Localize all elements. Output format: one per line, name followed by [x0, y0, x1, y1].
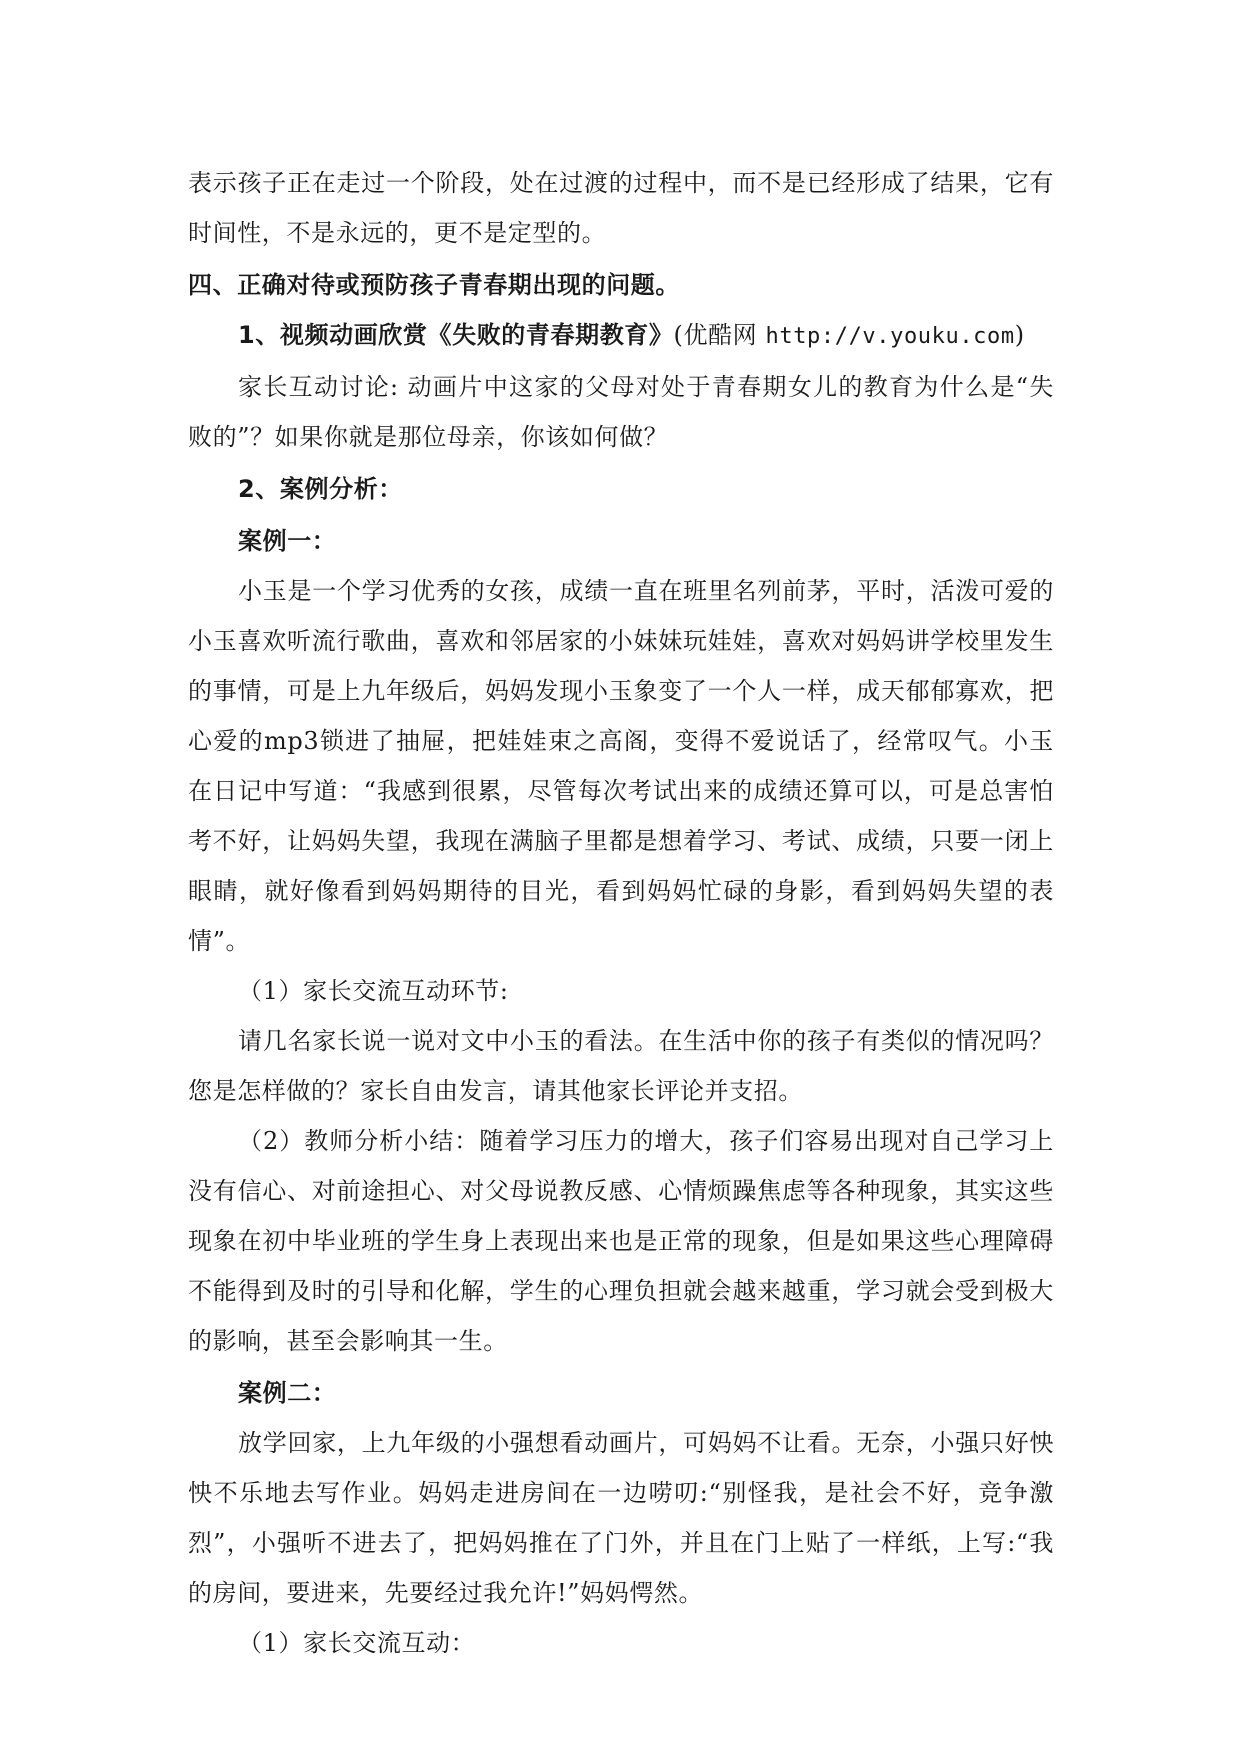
case-2-story: 放学回家，上九年级的小强想看动画片，可妈妈不让看。无奈，小强只好怏怏不乐地去写作业。妈妈走进房间在一边唠叨:“别怪我，是社会不好，竞争激烈”，小强听不进去了，把妈妈推在了门外，并且在门上贴了一样纸，上写:“我的房间，要进来，先要经过我允许!”妈妈愕然。: [188, 1429, 1054, 1607]
item-1-heading: 1、视频动画欣赏《失败的青春期教育》: [238, 321, 674, 349]
case-1-story: 小玉是一个学习优秀的女孩，成绩一直在班里名列前茅，平时，活泼可爱的小玉喜欢听流行歌曲，喜欢和邻居家的小妹妹玩娃娃，喜欢对妈妈讲学校里发生的事情，可是上九年级后，妈妈发现小玉象变了一个人一样，成天郁郁寡欢，把心爱的mp3锁进了抽屉，把娃娃束之高阁，变得不爱说话了，经常叹气。小玉在日记中写道：“我感到很累，尽管每次考试出来的成绩还算可以，可是总害怕考不好，让妈妈失望，我现在满脑子里都是想着学习、考试、成绩，只要一闭上眼睛，就好像看到妈妈期待的目光，看到妈妈忙碌的身影，看到妈妈失望的表情”。: [188, 577, 1054, 955]
section-heading: 四、正确对待或预防孩子青春期出现的问题。: [188, 271, 680, 299]
item-1-source-prefix: (优酷网: [673, 321, 766, 349]
case-1-teacher-summary: （2）教师分析小结：随着学习压力的增大，孩子们容易出现对自己学习上没有信心、对前途担心、对父母说教反感、心情烦躁焦虑等各种现象，其实这些现象在初中毕业班的学生身上表现出来也是正常的现象，但是如果这些心理障碍不能得到及时的引导和化解，学生的心理负担就会越来越重，学习就会受到极大的影响，甚至会影响其一生。: [188, 1127, 1054, 1355]
case-2-heading: 案例二：: [238, 1379, 337, 1407]
discussion-paragraph: 家长互动讨论: 动画片中这家的父母对处于青春期女儿的教育为什么是“失败的”？如果你就是那位母亲，你该如何做？: [188, 373, 1054, 451]
item-1-line: [188, 310, 1054, 362]
item-1-source-suffix: ): [1014, 321, 1025, 349]
paragraph-continuation: 表示孩子正在走过一个阶段，处在过渡的过程中，而不是已经形成了结果，它有时间性，不是永远的，更不是定型的。: [188, 169, 1054, 247]
case-2-subheading-1: （1）家长交流互动：: [238, 1629, 476, 1657]
item-2-heading: 2、案例分析：: [238, 475, 403, 503]
case-1-subheading-1: （1）家长交流互动环节:: [238, 977, 509, 1005]
case-1-discussion-body: 请几名家长说一说对文中小玉的看法。在生活中你的孩子有类似的情况吗？您是怎样做的？家长自由发言，请其他家长评论并支招。: [188, 1027, 1054, 1105]
source-url-link[interactable]: http://v.youku.com: [765, 324, 1015, 349]
document-body: [188, 158, 1054, 1668]
case-1-heading: 案例一：: [238, 527, 337, 555]
